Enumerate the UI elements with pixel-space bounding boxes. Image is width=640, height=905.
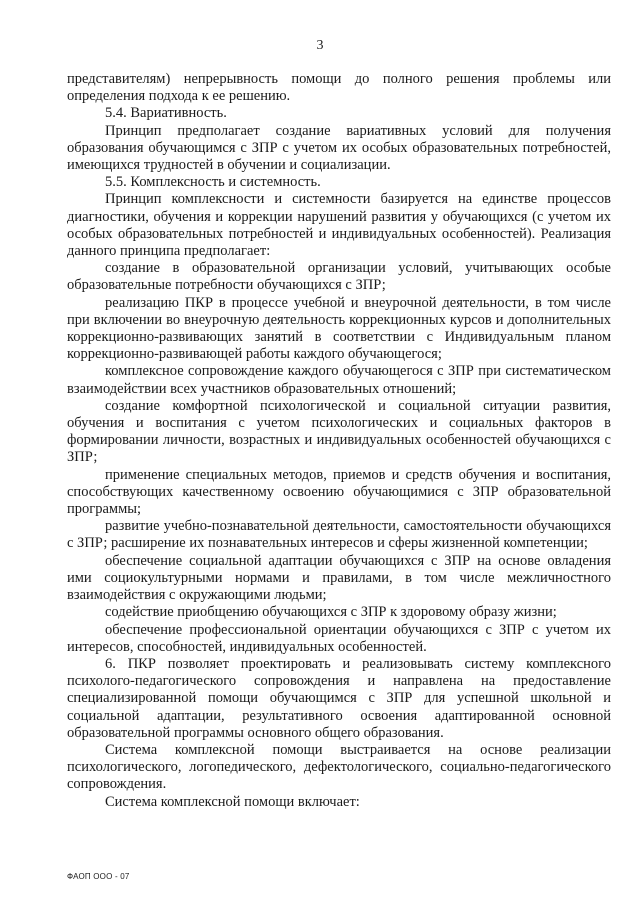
section-heading-5-4: 5.4. Вариативность. (105, 105, 227, 122)
list-item: содействие приобщению обучающихся с ЗПР к здоровому образу жизни; (105, 604, 557, 621)
paragraph-support-includes: Система комплексной помощи включает: (105, 793, 360, 810)
page-number: 3 (316, 38, 324, 53)
paragraph-continuation: представителям) непрерывность помощи до полного решения проблемы или определения подхода к ее решению. (67, 71, 611, 105)
paragraph-support-system: Система комплексной помощи выстраивается на основе реализации психологического, логопедического, дефектологического, социально-педагогического сопровождения. (67, 741, 611, 793)
list-item: развитие учебно-познавательной деятельности, самостоятельности обучающихся с ЗПР; расширение их познавательных интересов и сферы жизненной компетенции; (67, 518, 611, 552)
list-item: обеспечение социальной адаптации обучающихся с ЗПР на основе овладения ими социокультурными нормами и правилами, в том числе межличностного взаимодействия с окружающими людьми; (67, 552, 611, 604)
document-body (67, 71, 611, 811)
list-item: создание комфортной психологической и социальной ситуации развития, обучения и воспитания с учетом психологических и социальных факторов в формировании личности, возрастных и индивидуальных особенностей обучающихся с ЗПР; (67, 397, 611, 466)
list-item: создание в образовательной организации условий, учитывающих особые образовательные потребности обучающихся с ЗПР; (67, 260, 611, 294)
paragraph-section-6: 6. ПКР позволяет проектировать и реализовывать систему комплексного психолого-педагогического сопровождения и направлена на предоставление специализированной помощи обучающимся с ЗПР для успешной школьной и социальной адаптации, результативного освоения адаптированной основной образовательной программы основного общего образования. (67, 655, 611, 741)
list-item: комплексное сопровождение каждого обучающегося с ЗПР при систематическом взаимодействии всех участников образовательных отношений; (67, 363, 611, 397)
paragraph-variativity: Принцип предполагает создание вариативных условий для получения образования обучающимся с ЗПР с учетом их особых образовательных потребностей, имеющихся трудностей в обучении и социализации. (67, 122, 611, 174)
section-heading-5-5: 5.5. Комплексность и системность. (105, 174, 321, 191)
list-item: обеспечение профессиональной ориентации обучающихся с ЗПР с учетом их интересов, способностей, индивидуальных особенностей. (67, 621, 611, 655)
footer-document-code: ФАОП ООО - 07 (67, 872, 130, 881)
paragraph-complexity: Принцип комплексности и системности базируется на единстве процессов диагностики, обучения и коррекции нарушений развития у обучающихся (с учетом их особых образовательных потребностей и индивидуальных особенностей). Реализация данного принципа предполагает: (67, 191, 611, 260)
list-item: реализацию ПКР в процессе учебной и внеурочной деятельности, в том числе при включении во внеурочную деятельность коррекционных курсов и дополнительных коррекционно-развивающих занятий в соответствии с Индивидуальным планом коррекционно-развивающей работы каждого обучающегося; (67, 294, 611, 363)
list-item: применение специальных методов, приемов и средств обучения и воспитания, способствующих качественному освоению обучающимися с ЗПР образовательной программы; (67, 466, 611, 518)
